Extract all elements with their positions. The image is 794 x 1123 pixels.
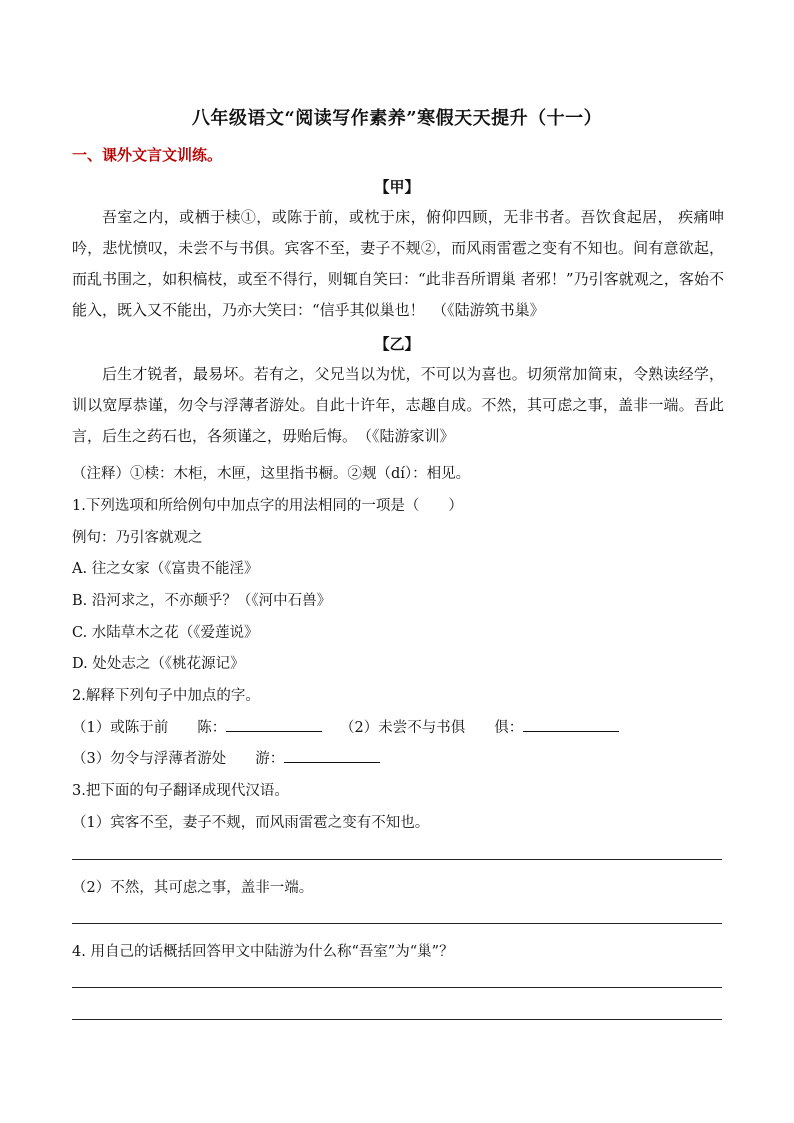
question-1-option-a: A. 往之女家（《富贵不能淫》 <box>72 561 259 577</box>
question-1-option-b: B. 沿河求之，不亦颠乎？（《河中石兽》 <box>72 593 332 609</box>
question-1-example: 例句：乃引客就观之 <box>72 530 203 546</box>
question-2-item-2 <box>340 716 619 737</box>
question-4-stem: 4. 用自己的话概括回答甲文中陆游为什么称“吾室”为“巢”？ <box>72 944 454 960</box>
footnote: （注释）①椟：木柜，木匣，这里指书橱。②觌（dí）：相见。 <box>72 466 471 482</box>
passage-a-text: 吾室之内，或栖于椟①，或陈于前，或枕于床，俯仰四顾，无非书者。吾饮食起居， 疾痛呻吟，悲忧愤叹，未尝不与书俱。宾客不至，妻子不觌②，而风雨雷雹之变有不知也。间有意欲起，而乱书围之，如积槁枝，或至不得行，则辄自笑曰：“此非吾所谓巢 者邪！”乃引客就观之，客始不能入，既入又不能出，乃亦大笑曰：“信乎其似巢也！ （《陆游筑书巢》 <box>72 208 724 319</box>
question-3-stem: 3.把下面的句子翻译成现代汉语。 <box>72 783 289 799</box>
answer-line[interactable] <box>72 1019 722 1020</box>
question-1-option-c: C. 水陆草木之花（《爱莲说》 <box>72 625 259 641</box>
question-2-item-3-text: （3）勿令与浮薄者游处 游： <box>72 751 285 767</box>
answer-line[interactable] <box>72 923 722 924</box>
answer-line[interactable] <box>72 859 722 860</box>
question-2-item-1-text: （1）或陈于前 陈： <box>72 720 227 736</box>
answer-blank[interactable] <box>226 717 322 732</box>
question-1-option-d: D. 处处志之（《桃花源记》 <box>72 656 245 672</box>
question-2-item-2-text: （2）未尝不与书俱 俱： <box>340 720 524 736</box>
section-heading: 一、课外文言文训练。 <box>72 146 223 164</box>
question-2-stem: 2.解释下列句子中加点的字。 <box>72 688 260 704</box>
question-1-stem: 1.下列选项和所给例句中加点字的用法相同的一项是（ ） <box>72 498 463 514</box>
question-3-item-1: （1）宾客不至，妻子不觌，而风雨雷雹之变有不知也。 <box>72 815 430 831</box>
passage-b-heading: 【乙】 <box>374 335 420 353</box>
passage-b-text: 后生才锐者，最易坏。若有之，父兄当以为忧，不可以为喜也。切须常加简束，令熟读经学，训以宽厚恭谨，勿令与浮薄者游处。自此十许年，志趣自成。不然，其可虑之事，盖非一端。吾此言，后生之药石也，各须谨之，毋贻后悔。 （《陆游家训》 <box>72 365 724 445</box>
answer-line[interactable] <box>72 987 722 988</box>
answer-blank[interactable] <box>284 748 380 763</box>
question-2-item-1 <box>72 716 322 737</box>
page-title: 八年级语文“阅读写作素养”寒假天天提升（十一） <box>191 108 603 129</box>
passage-a-heading: 【甲】 <box>374 178 420 196</box>
question-2-item-3 <box>72 747 380 768</box>
answer-blank[interactable] <box>523 717 619 732</box>
question-3-item-2: （2）不然，其可虑之事，盖非一端。 <box>72 880 314 896</box>
